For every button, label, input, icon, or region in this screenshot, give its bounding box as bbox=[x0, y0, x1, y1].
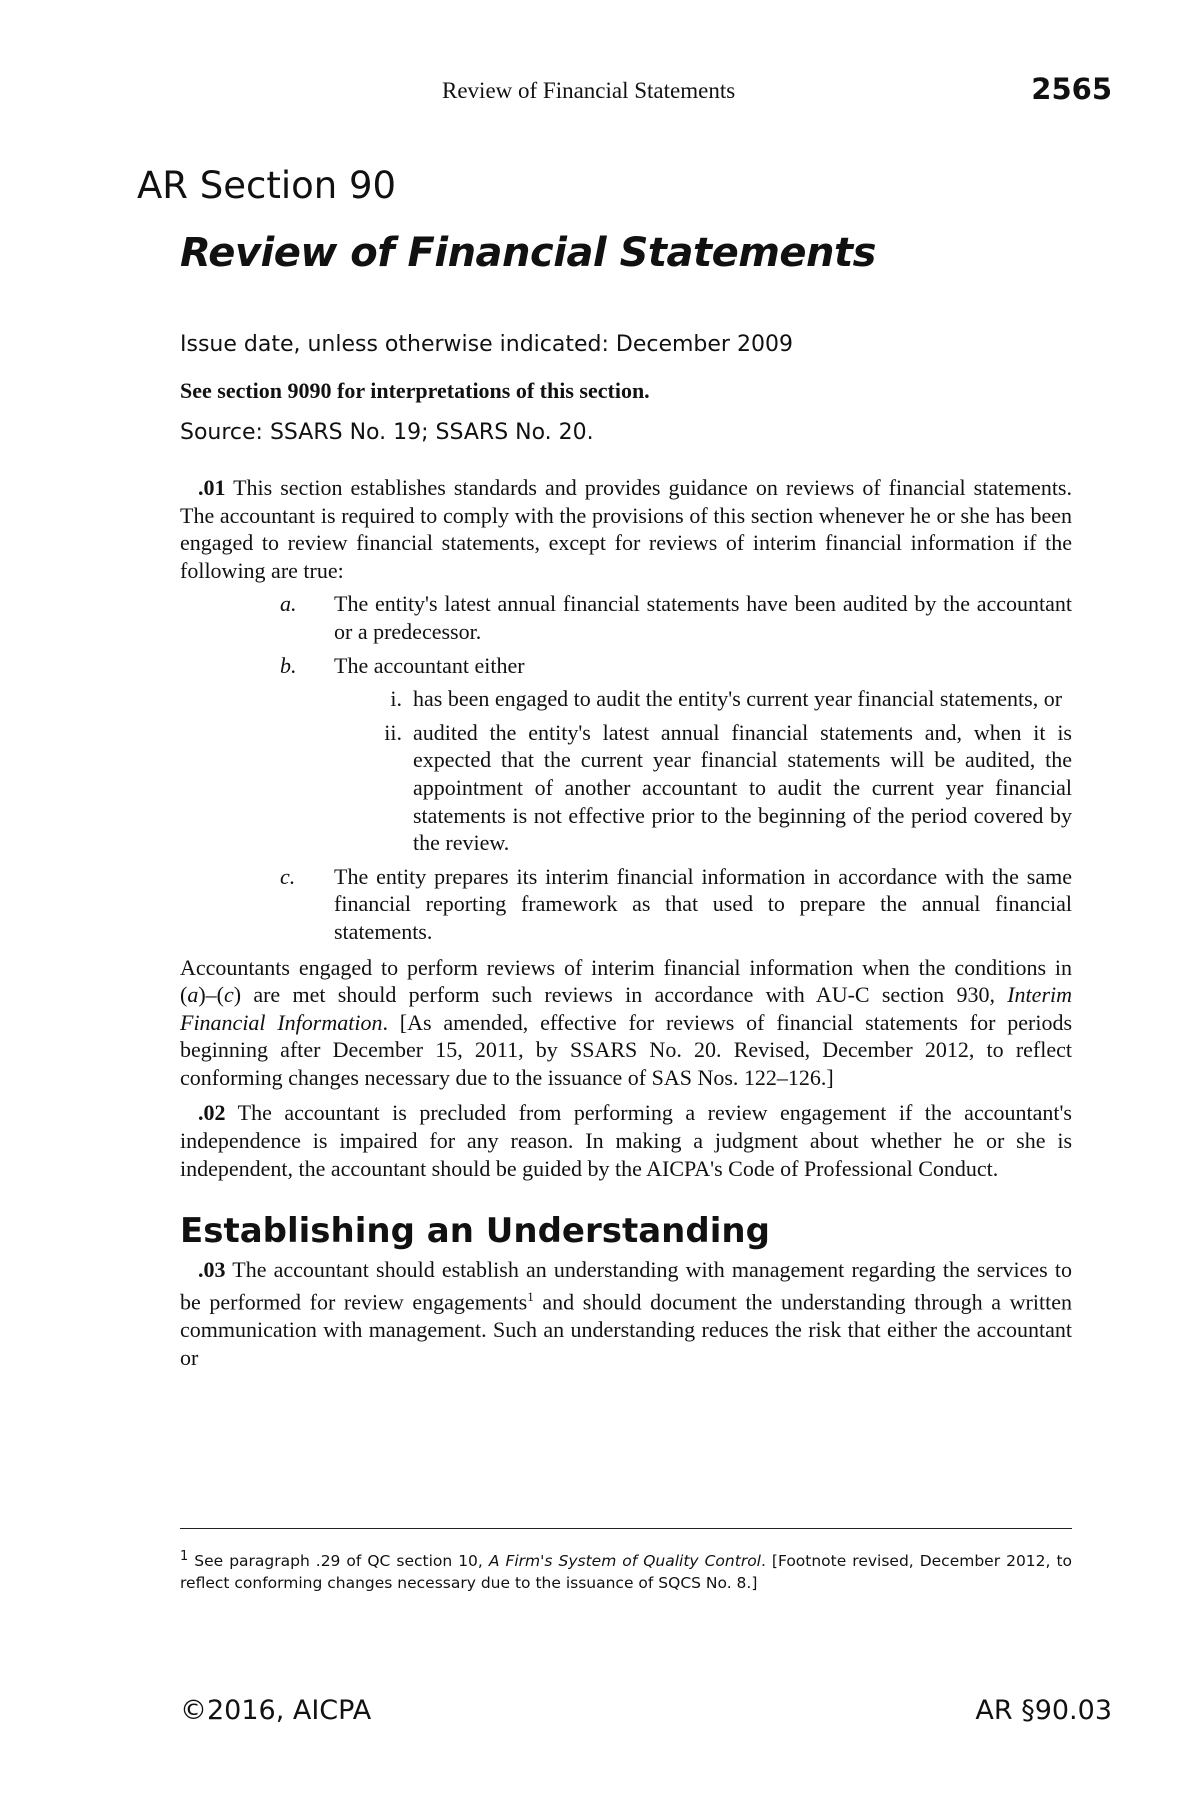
running-title: Review of Financial Statements bbox=[442, 78, 736, 103]
cited-title: Interim Financial Information bbox=[180, 982, 1072, 1035]
sublist-marker: i. bbox=[390, 686, 402, 712]
list-item-b bbox=[180, 652, 1072, 680]
sublist-marker: ii. bbox=[384, 719, 402, 745]
section-label: AR Section 90 bbox=[137, 164, 397, 207]
footnote-cited-title: A Firm's System of Quality Control bbox=[488, 1552, 761, 1571]
italic-run: c bbox=[223, 982, 234, 1008]
sublist-item-text: audited the entity's latest annual financial statements and, when it is expected that the current year financial statements will be audited, the appointment of another accountant to audit the current year financial statements is not effective prior to the beginning of the period covered by the review. bbox=[413, 719, 1072, 856]
text-run: ) are met should perform such reviews in accordance with AU-C section 930, bbox=[233, 982, 1008, 1008]
paragraph-number: .01 bbox=[198, 475, 226, 500]
list-item-c bbox=[180, 863, 1072, 946]
interpretations-note: See section 9090 for interpretations of this section. bbox=[180, 378, 650, 403]
text-run: . [As amended, effective for reviews of financial statements for periods beginning after December 15, 2011, by SSARS No. 20. Revised, December 2012, to reflect conforming changes necessary due to the issuance of SAS Nos. 122–126.] bbox=[180, 1009, 1073, 1090]
paragraph-text: This section establishes standards and provides guidance on reviews of financial statements. The accountant is required to comply with the provisions of this section whenever he or she has been engaged to review financial statements, except for reviews of interim financial information if the following are true: bbox=[180, 475, 1072, 583]
footer-section-ref: AR §90.03 bbox=[975, 1695, 1112, 1726]
list-marker: b. bbox=[280, 652, 297, 678]
body-text bbox=[180, 474, 1072, 1372]
footnote-divider bbox=[180, 1528, 1072, 1529]
list-item-text: The entity's latest annual financial statements have been audited by the accountant or a predecessor. bbox=[334, 591, 1072, 644]
list-item-a bbox=[180, 590, 1072, 645]
footer-copyright: ©2016, AICPA bbox=[180, 1695, 372, 1726]
footnote-text: See paragraph .29 of QC section 10, bbox=[188, 1552, 489, 1571]
text-run: Accountants engaged to perform reviews of interim financial information when the conditions in ( bbox=[180, 954, 1072, 1008]
footnote bbox=[180, 1546, 1072, 1594]
paragraph-01-continuation bbox=[180, 954, 1072, 1092]
issue-date: Issue date, unless otherwise indicated: December 2009 bbox=[180, 332, 793, 357]
section-heading: Establishing an Understanding bbox=[180, 1211, 770, 1252]
source-line: Source: SSARS No. 19; SSARS No. 20. bbox=[180, 420, 594, 445]
paragraph-01 bbox=[180, 474, 1072, 584]
paragraph-02 bbox=[180, 1099, 1072, 1182]
text-run: )–( bbox=[198, 982, 224, 1008]
list-item-text: The accountant either bbox=[334, 652, 525, 678]
italic-run: a bbox=[187, 982, 199, 1008]
page-number: 2565 bbox=[1031, 72, 1112, 106]
list-marker: c. bbox=[280, 863, 296, 889]
list-marker: a. bbox=[280, 591, 297, 617]
section-title: Review of Financial Statements bbox=[180, 230, 876, 276]
paragraph-text: The accountant should establish an understanding with management regarding the services to be performed for review engagements bbox=[180, 1256, 1072, 1315]
paragraph-03 bbox=[180, 1256, 1072, 1372]
footnote-text: . [Footnote revised, December 2012, to reflect conforming changes necessary due to the issuance of SQCS No. 8.] bbox=[180, 1552, 1073, 1593]
paragraph-number: .02 bbox=[198, 1100, 226, 1126]
footnote-reference[interactable]: 1 bbox=[527, 1289, 534, 1305]
sublist-item-i bbox=[180, 685, 1072, 713]
paragraph-text: and should document the understanding through a written communication with management. Such an understanding reduces the risk that either the accountant or bbox=[180, 1289, 1072, 1370]
sublist-item-text: has been engaged to audit the entity's current year financial statements, or bbox=[413, 686, 1063, 712]
list-item-text: The entity prepares its interim financial information in accordance with the same financial reporting framework as that used to prepare the annual financial statements. bbox=[334, 863, 1072, 944]
footnote-marker: 1 bbox=[180, 1549, 189, 1564]
paragraph-text: The accountant is precluded from performing a review engagement if the accountant's independence is impaired for any reason. In making a judgment about whether he or she is independent, the accountant should be guided by the AICPA's Code of Professional Conduct. bbox=[180, 1100, 1072, 1181]
sublist-item-ii bbox=[180, 719, 1072, 857]
running-header bbox=[0, 72, 1200, 112]
paragraph-number: .03 bbox=[198, 1256, 226, 1282]
